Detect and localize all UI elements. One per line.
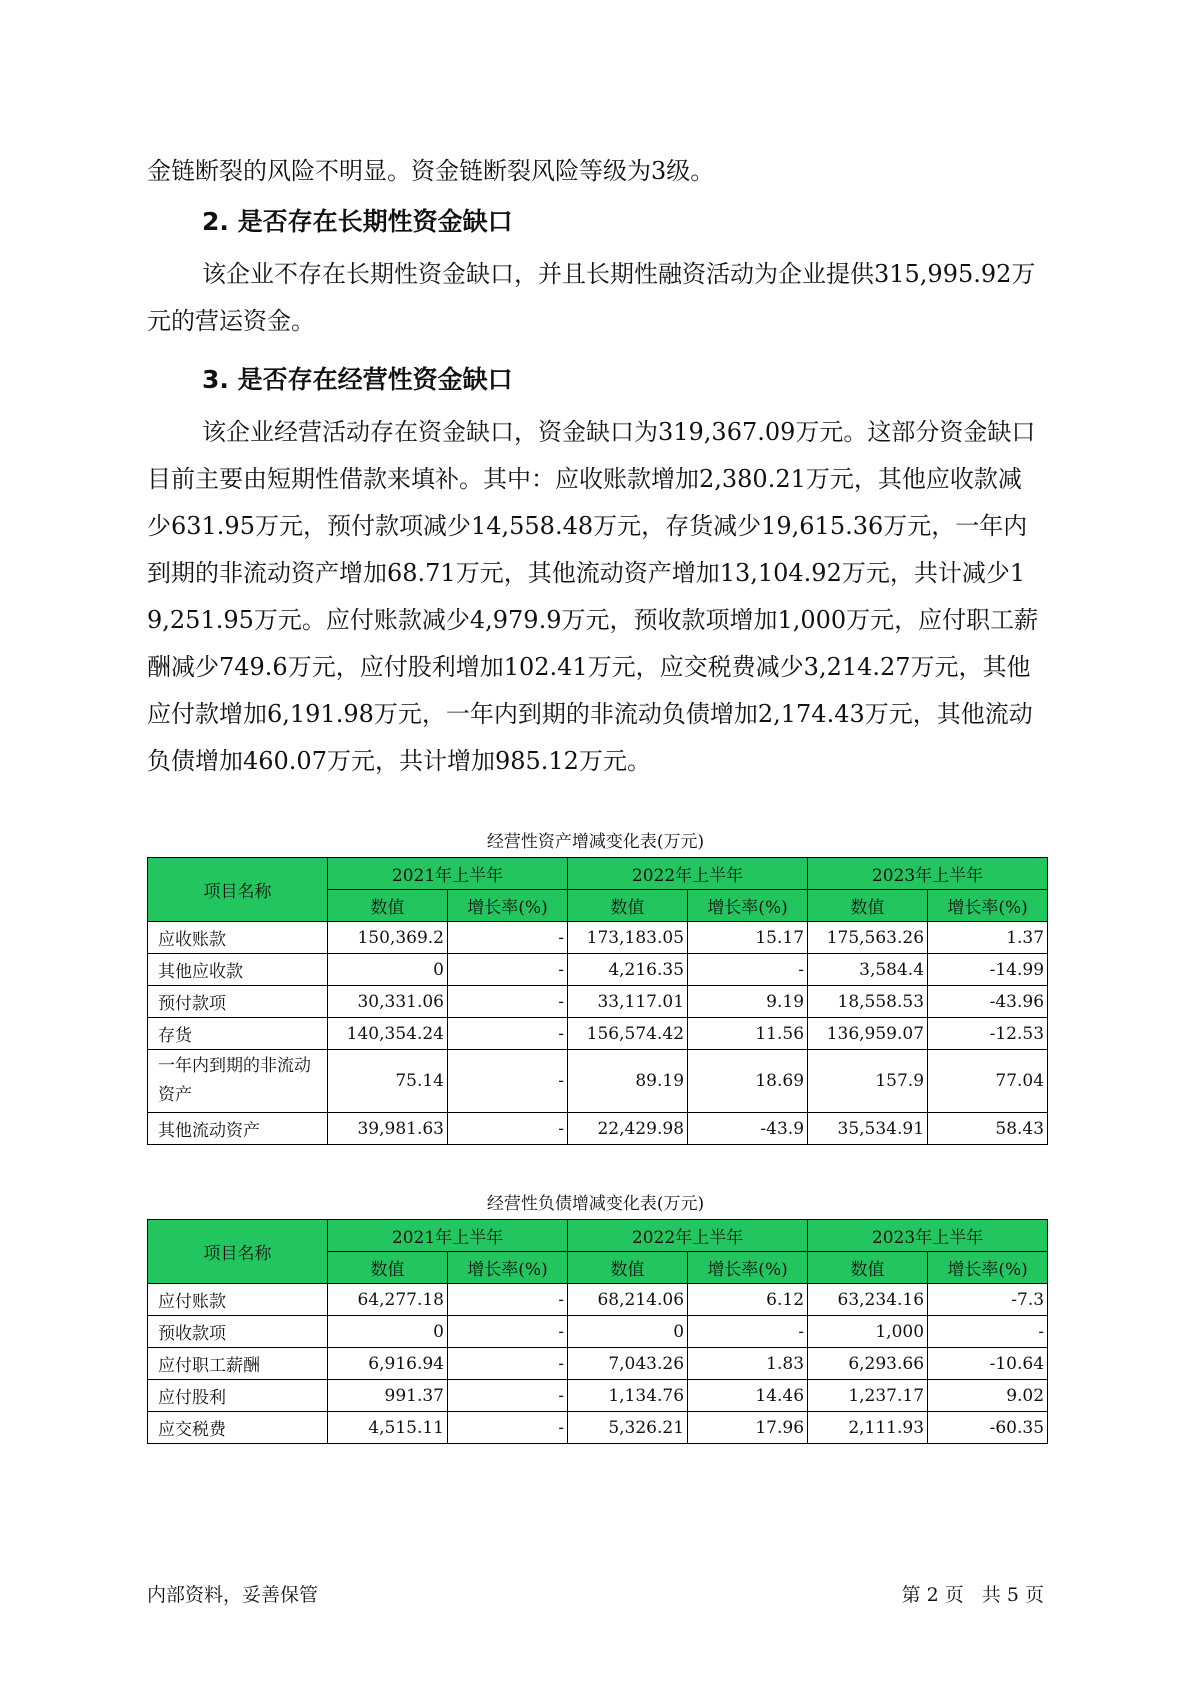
cell-growth-rate: -	[448, 1050, 568, 1113]
cell-growth-rate: -	[688, 1316, 808, 1348]
cell-value: 75.14	[328, 1050, 448, 1113]
row-item-name: 一年内到期的非流动资产	[148, 1050, 328, 1113]
header-value: 数值	[328, 890, 448, 922]
row-item-name: 存货	[148, 1018, 328, 1050]
cell-value: 35,534.91	[808, 1113, 928, 1145]
table-row	[148, 1050, 1048, 1113]
cell-value: 7,043.26	[568, 1348, 688, 1380]
paragraph-operating-gap: 该企业经营活动存在资金缺口，资金缺口为319,367.09万元。这部分资金缺口目前主要由短期性借款来填补。其中：应收账款增加2,380.21万元，其他应收款减少631.95万元，预付款项减少14,558.48万元，存货减少19,615.36万元，一年内到期的非流动资产增加68.71万元，其他流动资产增加13,104.92万元，共计减少19,251.95万元。应付账款减少4,979.9万元，预收款项增加1,000万元，应付职工薪酬减少749.6万元，应付股利增加102.41万元，应交税费减少3,214.27万元，其他应付款增加6,191.98万元，一年内到期的非流动负债增加2,174.43万元，其他流动负债增加460.07万元，共计增加985.12万元。	[147, 418, 1039, 775]
header-item-name: 项目名称	[148, 1220, 328, 1284]
paragraph-risk-level: 金链断裂的风险不明显。资金链断裂风险等级为3级。	[147, 157, 715, 185]
operating-liabilities-table	[147, 1219, 1048, 1444]
cell-growth-rate: -	[928, 1316, 1048, 1348]
header-rate: 增长率(%)	[928, 1252, 1048, 1284]
table-row	[148, 1284, 1048, 1316]
footer-confidential-note: 内部资料，妥善保管	[147, 1584, 319, 1606]
cell-growth-rate: -	[448, 1316, 568, 1348]
cell-growth-rate: 9.02	[928, 1380, 1048, 1412]
cell-value: 1,237.17	[808, 1380, 928, 1412]
cell-growth-rate: 1.83	[688, 1348, 808, 1380]
cell-growth-rate: -	[448, 1412, 568, 1444]
cell-value: 991.37	[328, 1380, 448, 1412]
cell-value: 150,369.2	[328, 922, 448, 954]
cell-value: 4,216.35	[568, 954, 688, 986]
row-item-name: 预付款项	[148, 986, 328, 1018]
header-period-2021: 2021年上半年	[328, 1220, 568, 1252]
cell-value: 68,214.06	[568, 1284, 688, 1316]
header-rate: 增长率(%)	[688, 1252, 808, 1284]
cell-growth-rate: -	[448, 986, 568, 1018]
header-rate: 增长率(%)	[928, 890, 1048, 922]
cell-growth-rate: -	[448, 1380, 568, 1412]
cell-value: 18,558.53	[808, 986, 928, 1018]
cell-growth-rate: 9.19	[688, 986, 808, 1018]
cell-growth-rate: -	[448, 1018, 568, 1050]
paragraph-long-term-gap: 该企业不存在长期性资金缺口，并且长期性融资活动为企业提供315,995.92万元的营运资金。	[147, 260, 1036, 335]
cell-growth-rate: -	[448, 922, 568, 954]
table-row	[148, 1380, 1048, 1412]
footer-page-number: 第 2 页 共 5 页	[901, 1584, 1044, 1606]
cell-value: 6,916.94	[328, 1348, 448, 1380]
heading-operating-gap: 3. 是否存在经营性资金缺口	[202, 365, 513, 394]
cell-growth-rate: -	[448, 954, 568, 986]
cell-growth-rate: -60.35	[928, 1412, 1048, 1444]
row-item-name: 应付账款	[148, 1284, 328, 1316]
row-item-name: 预收款项	[148, 1316, 328, 1348]
row-item-name: 应付股利	[148, 1380, 328, 1412]
cell-growth-rate: -12.53	[928, 1018, 1048, 1050]
cell-value: 30,331.06	[328, 986, 448, 1018]
cell-growth-rate: -	[688, 954, 808, 986]
row-item-name: 应收账款	[148, 922, 328, 954]
header-period-2021: 2021年上半年	[328, 858, 568, 890]
header-value: 数值	[808, 1252, 928, 1284]
cell-value: 140,354.24	[328, 1018, 448, 1050]
cell-value: 3,584.4	[808, 954, 928, 986]
header-rate: 增长率(%)	[688, 890, 808, 922]
table-row	[148, 954, 1048, 986]
table-row	[148, 1316, 1048, 1348]
cell-growth-rate: -	[448, 1113, 568, 1145]
row-item-name: 其他应收款	[148, 954, 328, 986]
cell-value: 0	[328, 1316, 448, 1348]
table-row	[148, 1412, 1048, 1444]
cell-growth-rate: 17.96	[688, 1412, 808, 1444]
header-item-name: 项目名称	[148, 858, 328, 922]
header-value: 数值	[568, 1252, 688, 1284]
operating-assets-table	[147, 857, 1048, 1145]
cell-value: 63,234.16	[808, 1284, 928, 1316]
cell-growth-rate: 77.04	[928, 1050, 1048, 1113]
cell-value: 6,293.66	[808, 1348, 928, 1380]
table-row	[148, 1348, 1048, 1380]
cell-growth-rate: -43.9	[688, 1113, 808, 1145]
cell-growth-rate: 11.56	[688, 1018, 808, 1050]
table-row	[148, 986, 1048, 1018]
heading-long-term-gap: 2. 是否存在长期性资金缺口	[202, 207, 513, 236]
cell-value: 1,000	[808, 1316, 928, 1348]
header-value: 数值	[808, 890, 928, 922]
cell-value: 136,959.07	[808, 1018, 928, 1050]
header-rate: 增长率(%)	[448, 890, 568, 922]
cell-value: 1,134.76	[568, 1380, 688, 1412]
cell-value: 33,117.01	[568, 986, 688, 1018]
header-period-2022: 2022年上半年	[568, 1220, 808, 1252]
cell-value: 157.9	[808, 1050, 928, 1113]
cell-growth-rate: -43.96	[928, 986, 1048, 1018]
cell-value: 0	[568, 1316, 688, 1348]
cell-value: 39,981.63	[328, 1113, 448, 1145]
row-item-name: 应交税费	[148, 1412, 328, 1444]
cell-value: 64,277.18	[328, 1284, 448, 1316]
cell-value: 0	[328, 954, 448, 986]
assets-table-caption: 经营性资产增减变化表(万元)	[486, 832, 705, 852]
cell-value: 89.19	[568, 1050, 688, 1113]
cell-value: 156,574.42	[568, 1018, 688, 1050]
cell-growth-rate: 58.43	[928, 1113, 1048, 1145]
header-value: 数值	[568, 890, 688, 922]
cell-growth-rate: -14.99	[928, 954, 1048, 986]
cell-growth-rate: 14.46	[688, 1380, 808, 1412]
page-content	[147, 0, 1044, 1444]
cell-growth-rate: 1.37	[928, 922, 1048, 954]
cell-value: 173,183.05	[568, 922, 688, 954]
table-row	[148, 1018, 1048, 1050]
cell-value: 5,326.21	[568, 1412, 688, 1444]
header-period-2023: 2023年上半年	[808, 1220, 1048, 1252]
cell-growth-rate: -10.64	[928, 1348, 1048, 1380]
row-item-name: 其他流动资产	[148, 1113, 328, 1145]
header-period-2022: 2022年上半年	[568, 858, 808, 890]
table-row	[148, 1113, 1048, 1145]
row-item-name: 应付职工薪酬	[148, 1348, 328, 1380]
cell-value: 22,429.98	[568, 1113, 688, 1145]
cell-growth-rate: -	[448, 1284, 568, 1316]
cell-value: 2,111.93	[808, 1412, 928, 1444]
cell-growth-rate: -7.3	[928, 1284, 1048, 1316]
liabilities-table-caption: 经营性负债增减变化表(万元)	[486, 1194, 705, 1214]
header-period-2023: 2023年上半年	[808, 858, 1048, 890]
cell-growth-rate: 18.69	[688, 1050, 808, 1113]
cell-growth-rate: -	[448, 1348, 568, 1380]
table-row	[148, 922, 1048, 954]
cell-growth-rate: 15.17	[688, 922, 808, 954]
cell-value: 175,563.26	[808, 922, 928, 954]
cell-growth-rate: 6.12	[688, 1284, 808, 1316]
cell-value: 4,515.11	[328, 1412, 448, 1444]
header-rate: 增长率(%)	[448, 1252, 568, 1284]
header-value: 数值	[328, 1252, 448, 1284]
